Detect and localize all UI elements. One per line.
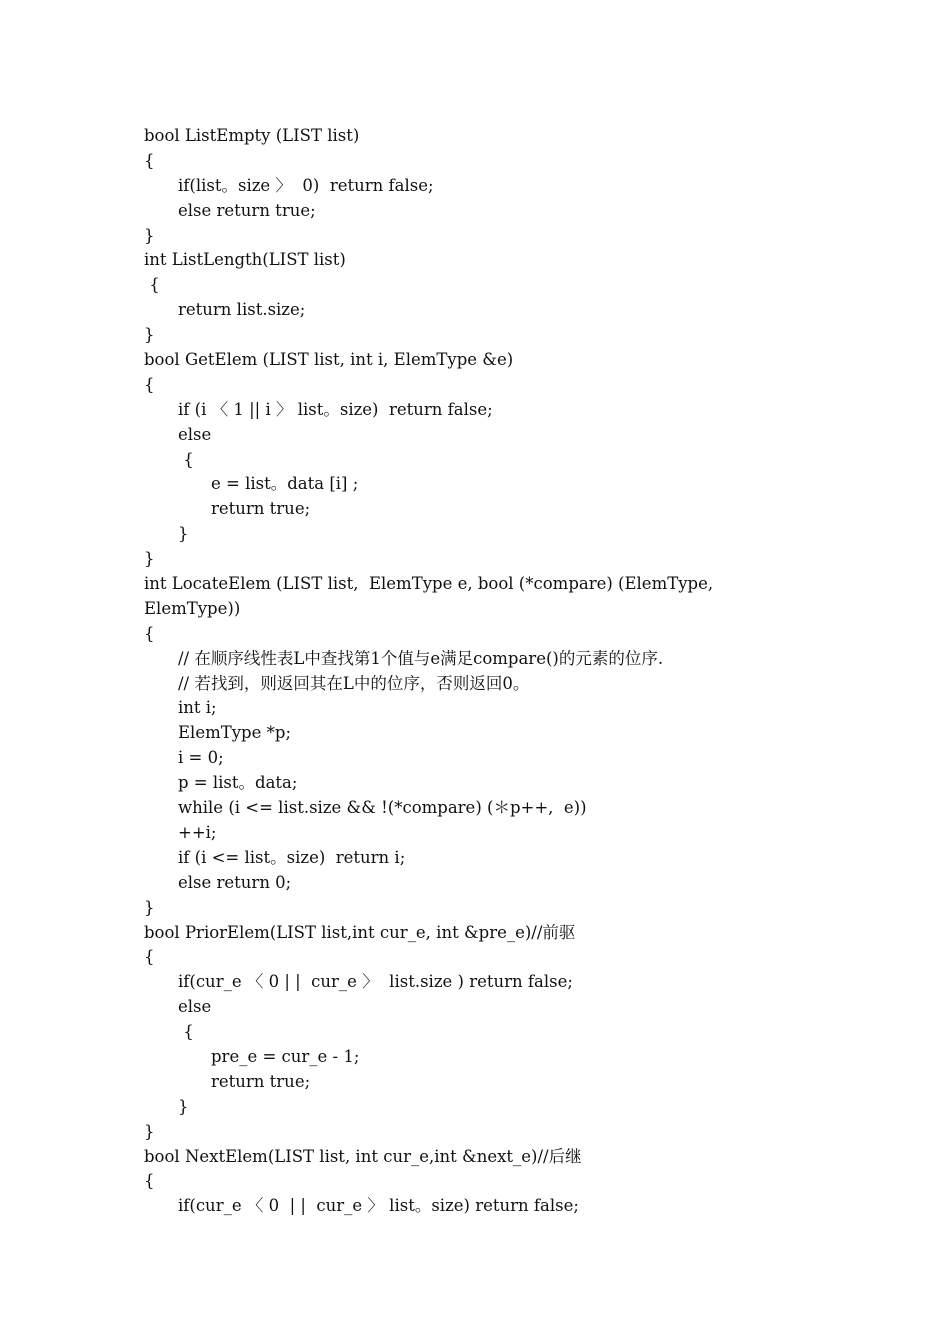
code-line: } — [144, 325, 155, 345]
code-line: // 在顺序线性表L中查找第1个值与e满足compare()的元素的位序. — [178, 648, 664, 668]
code-line: bool NextElem(LIST list, int cur_e,int &next_e)//后继 — [144, 1146, 582, 1166]
code-line: } — [144, 225, 155, 245]
code-line: e = list。data [i] ; — [211, 474, 359, 494]
code-line: i = 0; — [178, 748, 224, 768]
code-line: if(cur_e 〈 0 | | cur_e 〉 list.size ) return false; — [178, 972, 573, 992]
code-line: else return 0; — [178, 872, 292, 892]
code-line: } — [144, 1121, 155, 1141]
code-line: { — [178, 449, 194, 469]
code-line: bool GetElem (LIST list, int i, ElemType &e) — [144, 350, 514, 370]
code-line: if(list。size 〉 0) return false; — [178, 175, 434, 195]
code-listing — [144, 124, 864, 1219]
code-line: if (i 〈 1 || i 〉 list。size) return false; — [178, 399, 493, 419]
code-line: } — [144, 897, 155, 917]
code-line: else — [178, 997, 212, 1017]
code-line: bool ListEmpty (LIST list) — [144, 126, 360, 145]
code-line: { — [144, 1171, 155, 1191]
code-line: { — [144, 623, 155, 643]
code-line: return true; — [211, 499, 311, 519]
code-line: } — [144, 549, 155, 569]
code-line: ElemType *p; — [178, 723, 292, 743]
code-line: return true; — [211, 1071, 311, 1091]
code-line: int i; — [178, 698, 217, 718]
code-line: int ListLength(LIST list) — [144, 250, 346, 270]
code-line: pre_e = cur_e - 1; — [211, 1046, 360, 1066]
code-line: if (i <= list。size) return i; — [178, 847, 406, 867]
code-line: ElemType)) — [144, 598, 241, 618]
code-line: { — [144, 947, 155, 967]
code-line: { — [178, 1022, 194, 1042]
code-line: if(cur_e 〈 0 | | cur_e 〉 list。size) return false; — [178, 1196, 579, 1216]
code-line: int LocateElem (LIST list, ElemType e, bool (*compare) (ElemType, — [144, 574, 714, 594]
code-line: bool PriorElem(LIST list,int cur_e, int &pre_e)//前驱 — [144, 922, 576, 942]
code-line: p = list。data; — [178, 773, 298, 793]
code-line: } — [178, 1096, 189, 1116]
code-line: else — [178, 424, 212, 444]
code-line: { — [144, 275, 160, 295]
code-line: return list.size; — [178, 300, 306, 320]
code-line: { — [144, 150, 155, 170]
code-line: } — [178, 524, 189, 544]
code-line: { — [144, 374, 155, 394]
code-line: ++i; — [178, 822, 217, 842]
code-line: else return true; — [178, 200, 316, 220]
code-line: // 若找到，则返回其在L中的位序，否则返回0。 — [178, 673, 530, 693]
code-line: while (i <= list.size && !(*compare) (＊p++, e)) — [178, 798, 587, 818]
